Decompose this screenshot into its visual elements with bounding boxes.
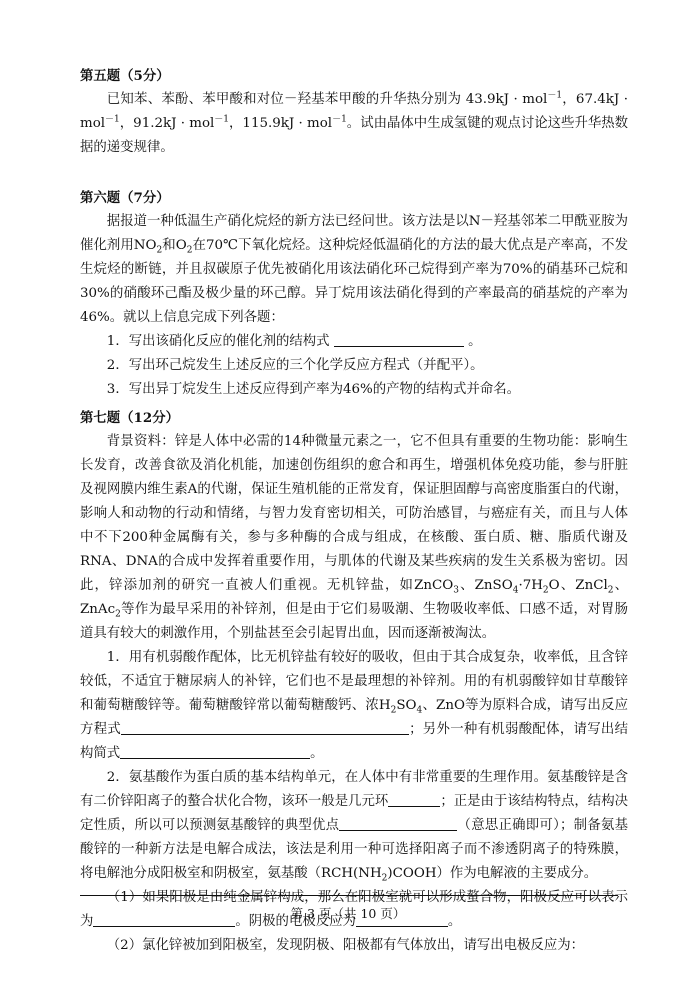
answer-blank[interactable]: [334, 332, 464, 347]
question-7-part-1: 1．用有机弱酸作配体，比无机锌盐有较好的吸收，但由于其合成复杂，收率低，且含锌较低，不适宜于糖尿病人的补锌，它们也不是最理想的补锌剂。用的有机弱酸锌如甘草酸锌和葡萄糖酸锌等。葡萄糖酸锌常以葡萄糖酸钙、浓$H_2SO_4$、ZnO等为原料合成，请写出反应方程式 ；另外一种有机弱酸配体，请写出结构简式 。: [80, 650, 629, 761]
question-6-item-3: 3．写出异丁烷发生上述反应得到产率为46%的产物的结构式并命名。: [106, 382, 521, 397]
question-6-title: 第六题（7分）: [80, 190, 170, 206]
answer-blank[interactable]: [388, 792, 440, 807]
answer-blank[interactable]: [121, 720, 409, 735]
question-7-sub-1: （1）如果阳极是由纯金属锌构成，那么在阳极室就可以形成螯合物，阳极反应可以表示为 。阴极的电极反应为 。: [80, 890, 628, 929]
question-6-item-2: 2．写出环己烷发生上述反应的三个化学反应方程式（并配平）。: [106, 358, 484, 373]
page-number: 第 3 页（共 10 页）: [290, 906, 406, 921]
question-7-background: 背景资料：锌是人体中必需的14种微量元素之一，它不但具有重要的生物功能：影响生长发育，改善食欲及消化机能，加速创伤组织的愈合和再生，增强机体免疫功能，参与肝脏及视网膜内维生素A的代谢，保证生殖机能的正常发育，保证胆固醇与高密度脂蛋白的代谢，影响人和动物的行动和情绪，与智力发育密切相关，可防治感冒，与癌症有关，而且与人体中不下200种金属酶有关，参与多种酶的合成与组成，在核酸、蛋白质、糖、脂质代谢及RNA、DNA的合成中发挥着重要作用，与肌体的代谢及某些疾病的发生关系极为密切。因此，锌添加剂的研究一直被人们重视。无机锌盐，如ZnCO$_3$、$ZnSO_4\cdot 7H_2O$、ZnCl$_2$、ZnAc$_2$等作为最早采用的补锌剂，但是由于它们易吸潮、生物吸收率低、口感不适，对胃肠道具有较大的刺激作用，个别盐甚至会引起胃出血，因而逐渐被淘汰。: [80, 434, 628, 641]
question-6-item-1: 1．写出该硝化反应的催化剂的结构式 。: [106, 334, 482, 349]
question-5-text: 已知苯、苯酚、苯甲酸和对位－羟基苯甲酸的升华热分别为 43.9kJ · mol$^{-1}$，67.4kJ · mol$^{-1}$，91.2kJ · mol$^{-1}$，115.9kJ · mol$^{-1}$。试由晶体中生成氢键的观点讨论这些升华热数据的递变规律。: [80, 90, 629, 155]
question-7-part-2: 2．氨基酸作为蛋白质的基本结构单元，在人体中有非常重要的生理作用。氨基酸锌是含有二价锌阳离子的螯合状化合物，该环一般是几元环 ；正是由于该结构特点，结构决定性质，所以可以预测氨基酸锌的典型优点 （意思正确即可）；制备氨基酸锌的一种新方法是电解合成法，该法是利用一种可选择阳离子而不渗透阴离子的特殊膜，将电解池分成阳极室和阴极室，氨基酸$(RCH(NH_2)COOH)$作为电解液的主要成分。: [80, 770, 629, 884]
answer-blank[interactable]: [120, 744, 310, 759]
footer-divider: [80, 895, 618, 896]
question-7-title: 第七题（12分）: [80, 410, 179, 426]
answer-blank[interactable]: [339, 816, 457, 831]
document-body: [80, 64, 628, 958]
question-7-sub-2: （2）氯化锌被加到阳极室，发现阴极、阳极都有气体放出，请写出电极反应为：: [106, 938, 584, 953]
question-6-text: 据报道一种低温生产硝化烷烃的新方法已经问世。该方法是以N－羟基邻苯二甲酰亚胺为催化剂用$NO_2$和$O_2$在70℃下氧化烷烃。这种烷烃低温硝化的方法的最大优点是产率高，不发生烷烃的断链，并且叔碳原子优先被硝化用该法硝化环己烷得到产率为70%的硝基环己烷和30%的硝酸环己酯及极少量的环己醇。异丁烷用该法硝化得到的产率最高的硝基烷的产率为46%。就以上信息完成下列各题：: [80, 214, 628, 325]
question-5-title: 第五题（5分）: [80, 68, 170, 84]
